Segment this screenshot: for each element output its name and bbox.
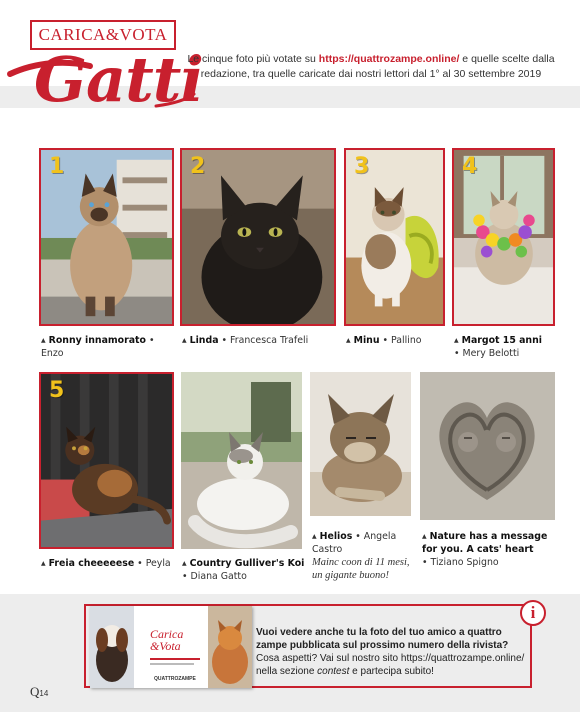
promo-text	[256, 626, 526, 678]
promo-line-3: nella sezione contest e partecipa subito!	[256, 666, 434, 677]
rank-badge: 1	[49, 154, 65, 179]
triangle-bullet-icon: ▲	[346, 337, 351, 344]
triangle-bullet-icon: ▲	[312, 533, 317, 540]
intro-url[interactable]: https://quattrozampe.online/	[318, 53, 460, 65]
magazine-thumbnail[interactable]	[90, 606, 252, 688]
maine-coon-cat-photo	[310, 372, 411, 516]
page-title: Gatti	[34, 43, 203, 116]
photo-heart[interactable]	[420, 372, 555, 520]
caption-koi: ▲ Country Gulliver's Koi • Diana Gatto	[182, 558, 305, 582]
rank-badge: 4	[462, 154, 478, 179]
triangle-bullet-icon: ▲	[422, 533, 427, 540]
photo-koi[interactable]	[181, 372, 302, 549]
photo-freia[interactable]	[39, 372, 174, 549]
publication-logo: Q	[30, 684, 40, 699]
triangle-bullet-icon: ▲	[182, 337, 187, 344]
brand-label: CARICA&VOTA	[38, 25, 168, 44]
photo-linda[interactable]	[180, 148, 336, 326]
rank-badge: 5	[49, 378, 65, 403]
triangle-bullet-icon: ▲	[41, 337, 46, 344]
rank-badge: 3	[354, 154, 370, 179]
caption-freia: ▲ Freia cheeeeese • Peyla	[41, 558, 171, 569]
triangle-bullet-icon: ▲	[454, 337, 459, 344]
caption-linda: ▲ Linda • Francesca Trafeli	[182, 335, 309, 346]
caption-helios: ▲ Helios • Angela Castro Mainc coon di 11 mesi, un gigante buono!	[312, 530, 416, 582]
promo-question: Vuoi vedere anche tu la foto del tuo amico a quattro zampe pubblicata sul prossimo numero della rivista?	[256, 627, 509, 651]
triangle-bullet-icon: ▲	[182, 560, 187, 567]
photo-ronny[interactable]	[39, 148, 174, 326]
promo-line-2: Cosa aspetti? Vai sul nostro sito https://quattrozampe.online/	[256, 653, 525, 664]
caption-ronny: ▲ Ronny innamorato • Enzo	[41, 335, 155, 359]
page-number: Q14	[30, 684, 49, 699]
triangle-bullet-icon: ▲	[41, 560, 46, 567]
rank-badge: 2	[190, 154, 206, 179]
magazine-title: Carica &Vota	[150, 627, 184, 653]
caption-margot: ▲ Margot 15 anni • Mery Belotti	[454, 335, 542, 359]
info-icon: i	[520, 600, 546, 626]
photo-helios[interactable]	[310, 372, 411, 516]
two-kittens-heart-photo	[420, 372, 555, 520]
caption-minu: ▲ Minu • Pallino	[346, 335, 422, 346]
caption-heart: ▲ Nature has a message for you. A cats' heart • Tiziano Spigno	[422, 531, 548, 568]
photo-minu[interactable]	[344, 148, 445, 326]
caption-note: Mainc coon di 11 mesi, un gigante buono!	[312, 557, 410, 581]
fluffy-white-cat-photo	[181, 372, 302, 549]
photo-margot[interactable]	[452, 148, 555, 326]
magazine-logo: QUATTROZAMPE	[154, 676, 196, 682]
intro-text: Le cinque foto più votate su https://quattrozampe.online/ e quelle scelte dalla redazione, tra quelle caricate dai nostri lettori dal 1° al 30 settembre 2019	[187, 53, 555, 80]
